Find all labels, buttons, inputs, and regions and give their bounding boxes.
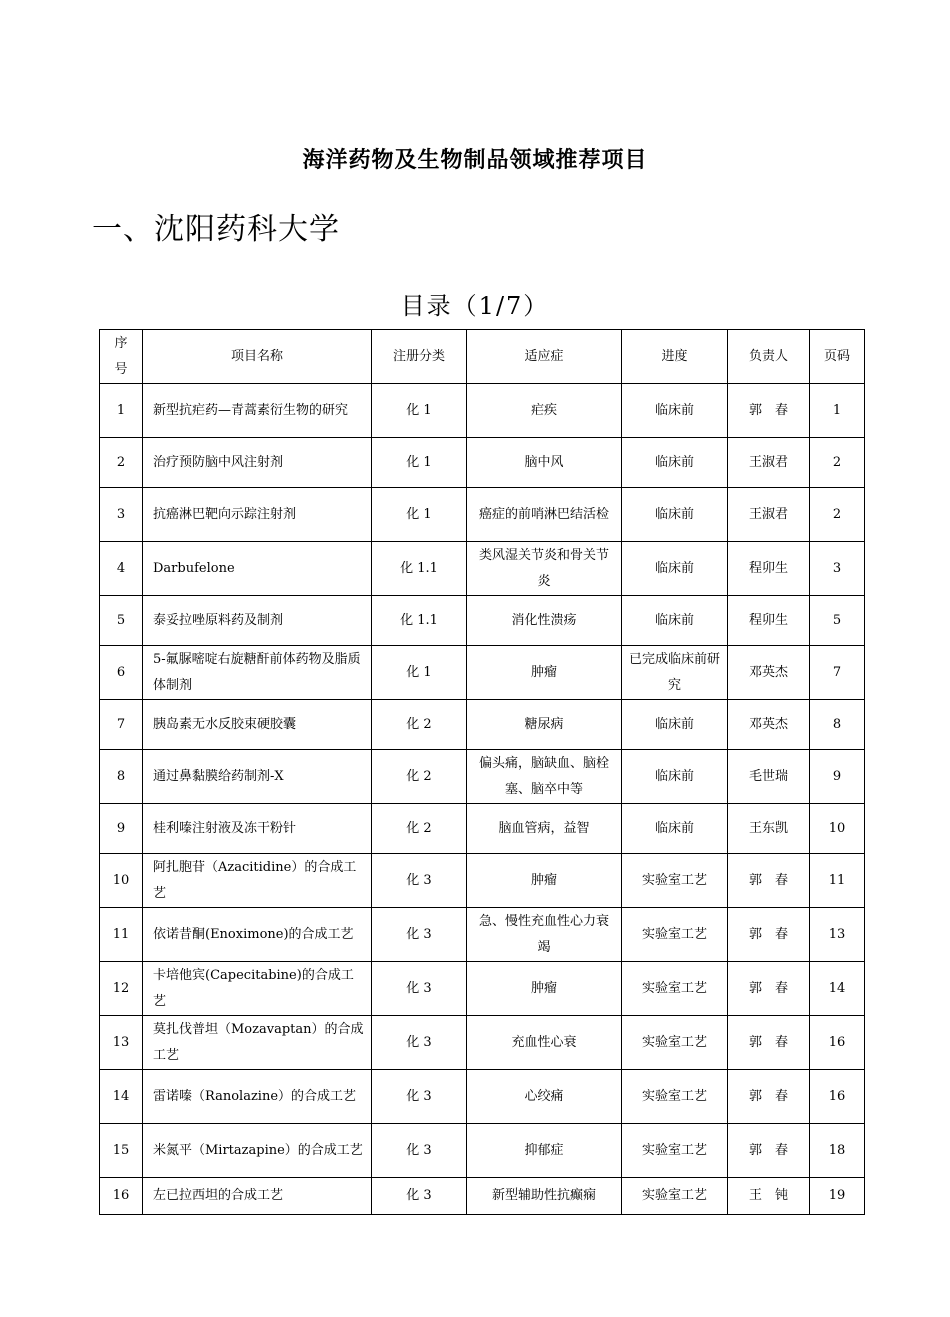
cell-progress: 已完成临床前研究 bbox=[622, 646, 728, 700]
cell-indication: 消化性溃疡 bbox=[467, 596, 622, 646]
cell-page: 10 bbox=[810, 804, 865, 854]
cell-owner: 邓英杰 bbox=[728, 700, 810, 750]
cell-indication: 癌症的前哨淋巴结活检 bbox=[467, 488, 622, 542]
table-row bbox=[100, 962, 865, 1016]
cell-seq: 10 bbox=[100, 854, 143, 908]
cell-indication: 疟疾 bbox=[467, 384, 622, 438]
project-table bbox=[99, 329, 865, 1215]
cell-category: 化 1 bbox=[372, 488, 467, 542]
header-indication: 适应症 bbox=[467, 330, 622, 384]
cell-progress: 实验室工艺 bbox=[622, 854, 728, 908]
cell-owner: 王 钝 bbox=[728, 1178, 810, 1215]
cell-indication: 急、慢性充血性心力衰竭 bbox=[467, 908, 622, 962]
cell-indication: 偏头痛，脑缺血、脑栓塞、脑卒中等 bbox=[467, 750, 622, 804]
cell-progress: 临床前 bbox=[622, 488, 728, 542]
cell-progress: 临床前 bbox=[622, 438, 728, 488]
table-row bbox=[100, 1178, 865, 1215]
cell-seq: 3 bbox=[100, 488, 143, 542]
document-title: 海洋药物及生物制品领域推荐项目 bbox=[302, 148, 648, 173]
cell-name: 卡培他宾(Capecitabine)的合成工艺 bbox=[143, 962, 372, 1016]
cell-owner: 邓英杰 bbox=[728, 646, 810, 700]
cell-name: 5-氟脲嘧啶右旋糖酐前体药物及脂质体制剂 bbox=[143, 646, 372, 700]
cell-page: 19 bbox=[810, 1178, 865, 1215]
table-header-row bbox=[100, 330, 865, 384]
cell-page: 1 bbox=[810, 384, 865, 438]
cell-owner: 毛世瑞 bbox=[728, 750, 810, 804]
table-row bbox=[100, 1070, 865, 1124]
cell-indication: 脑血管病，益智 bbox=[467, 804, 622, 854]
cell-page: 16 bbox=[810, 1070, 865, 1124]
cell-page: 8 bbox=[810, 700, 865, 750]
cell-category: 化 3 bbox=[372, 1070, 467, 1124]
table-row bbox=[100, 804, 865, 854]
cell-seq: 15 bbox=[100, 1124, 143, 1178]
cell-indication: 肿瘤 bbox=[467, 854, 622, 908]
cell-seq: 5 bbox=[100, 596, 143, 646]
table-row bbox=[100, 700, 865, 750]
cell-owner: 程卯生 bbox=[728, 596, 810, 646]
cell-indication: 心绞痛 bbox=[467, 1070, 622, 1124]
cell-indication: 脑中风 bbox=[467, 438, 622, 488]
cell-progress: 实验室工艺 bbox=[622, 1124, 728, 1178]
cell-owner: 程卯生 bbox=[728, 542, 810, 596]
table-row bbox=[100, 750, 865, 804]
cell-name: 治疗预防脑中风注射剂 bbox=[143, 438, 372, 488]
cell-category: 化 3 bbox=[372, 854, 467, 908]
cell-page: 11 bbox=[810, 854, 865, 908]
cell-name: 米氮平（Mirtazapine）的合成工艺 bbox=[143, 1124, 372, 1178]
cell-seq: 8 bbox=[100, 750, 143, 804]
cell-seq: 1 bbox=[100, 384, 143, 438]
cell-name: 通过鼻黏膜给药制剂-X bbox=[143, 750, 372, 804]
cell-progress: 临床前 bbox=[622, 596, 728, 646]
cell-indication: 糖尿病 bbox=[467, 700, 622, 750]
cell-seq: 7 bbox=[100, 700, 143, 750]
cell-progress: 实验室工艺 bbox=[622, 1070, 728, 1124]
cell-name: 莫扎伐普坦（Mozavaptan）的合成工艺 bbox=[143, 1016, 372, 1070]
table-row bbox=[100, 646, 865, 700]
cell-name: 阿扎胞苷（Azacitidine）的合成工艺 bbox=[143, 854, 372, 908]
cell-page: 2 bbox=[810, 488, 865, 542]
cell-progress: 实验室工艺 bbox=[622, 962, 728, 1016]
cell-page: 16 bbox=[810, 1016, 865, 1070]
cell-owner: 郭 春 bbox=[728, 1124, 810, 1178]
cell-seq: 14 bbox=[100, 1070, 143, 1124]
cell-category: 化 2 bbox=[372, 750, 467, 804]
table-row bbox=[100, 438, 865, 488]
cell-indication: 抑郁症 bbox=[467, 1124, 622, 1178]
cell-page: 3 bbox=[810, 542, 865, 596]
cell-category: 化 1 bbox=[372, 646, 467, 700]
cell-category: 化 2 bbox=[372, 804, 467, 854]
cell-category: 化 3 bbox=[372, 1178, 467, 1215]
cell-name: 胰岛素无水反胶束硬胶囊 bbox=[143, 700, 372, 750]
table-row bbox=[100, 542, 865, 596]
cell-page: 9 bbox=[810, 750, 865, 804]
cell-name: 桂利嗪注射液及冻干粉针 bbox=[143, 804, 372, 854]
cell-seq: 2 bbox=[100, 438, 143, 488]
cell-progress: 临床前 bbox=[622, 700, 728, 750]
cell-owner: 郭 春 bbox=[728, 1016, 810, 1070]
cell-name: 依诺昔酮(Enoximone)的合成工艺 bbox=[143, 908, 372, 962]
cell-name: 雷诺嗪（Ranolazine）的合成工艺 bbox=[143, 1070, 372, 1124]
cell-indication: 新型辅助性抗癫痫 bbox=[467, 1178, 622, 1215]
header-category: 注册分类 bbox=[372, 330, 467, 384]
table-row bbox=[100, 596, 865, 646]
cell-indication: 肿瘤 bbox=[467, 646, 622, 700]
cell-progress: 实验室工艺 bbox=[622, 1178, 728, 1215]
header-progress: 进度 bbox=[622, 330, 728, 384]
cell-progress: 临床前 bbox=[622, 384, 728, 438]
cell-page: 5 bbox=[810, 596, 865, 646]
cell-category: 化 2 bbox=[372, 700, 467, 750]
cell-name: 左已拉西坦的合成工艺 bbox=[143, 1178, 372, 1215]
cell-progress: 临床前 bbox=[622, 804, 728, 854]
cell-owner: 郭 春 bbox=[728, 854, 810, 908]
cell-owner: 郭 春 bbox=[728, 908, 810, 962]
table-row bbox=[100, 488, 865, 542]
cell-progress: 实验室工艺 bbox=[622, 908, 728, 962]
cell-progress: 临床前 bbox=[622, 542, 728, 596]
cell-seq: 13 bbox=[100, 1016, 143, 1070]
cell-indication: 充血性心衰 bbox=[467, 1016, 622, 1070]
header-seq-line2: 号 bbox=[114, 361, 128, 377]
cell-category: 化 3 bbox=[372, 1016, 467, 1070]
table-body bbox=[100, 384, 865, 1215]
cell-name: 泰妥拉唑原料药及制剂 bbox=[143, 596, 372, 646]
cell-seq: 6 bbox=[100, 646, 143, 700]
cell-category: 化 3 bbox=[372, 1124, 467, 1178]
cell-page: 7 bbox=[810, 646, 865, 700]
cell-progress: 临床前 bbox=[622, 750, 728, 804]
table-row bbox=[100, 854, 865, 908]
cell-page: 14 bbox=[810, 962, 865, 1016]
cell-category: 化 3 bbox=[372, 962, 467, 1016]
cell-name: 新型抗疟药—青蒿素衍生物的研究 bbox=[143, 384, 372, 438]
header-page: 页码 bbox=[810, 330, 865, 384]
table-row bbox=[100, 384, 865, 438]
cell-indication: 类风湿关节炎和骨关节炎 bbox=[467, 542, 622, 596]
cell-page: 2 bbox=[810, 438, 865, 488]
cell-category: 化 1.1 bbox=[372, 542, 467, 596]
cell-owner: 王淑君 bbox=[728, 438, 810, 488]
cell-seq: 4 bbox=[100, 542, 143, 596]
header-seq bbox=[100, 330, 143, 384]
cell-seq: 16 bbox=[100, 1178, 143, 1215]
cell-category: 化 1.1 bbox=[372, 596, 467, 646]
cell-name: 抗癌淋巴靶向示踪注射剂 bbox=[143, 488, 372, 542]
section-title: 一、沈阳药科大学 bbox=[92, 212, 340, 247]
cell-category: 化 3 bbox=[372, 908, 467, 962]
cell-page: 13 bbox=[810, 908, 865, 962]
cell-indication: 肿瘤 bbox=[467, 962, 622, 1016]
cell-page: 18 bbox=[810, 1124, 865, 1178]
cell-owner: 郭 春 bbox=[728, 1070, 810, 1124]
cell-owner: 王东凯 bbox=[728, 804, 810, 854]
cell-seq: 9 bbox=[100, 804, 143, 854]
cell-owner: 郭 春 bbox=[728, 384, 810, 438]
header-owner: 负责人 bbox=[728, 330, 810, 384]
cell-seq: 12 bbox=[100, 962, 143, 1016]
header-name: 项目名称 bbox=[143, 330, 372, 384]
toc-title: 目录（1/7） bbox=[400, 292, 550, 320]
table-row bbox=[100, 908, 865, 962]
cell-seq: 11 bbox=[100, 908, 143, 962]
cell-owner: 郭 春 bbox=[728, 962, 810, 1016]
cell-name: Darbufelone bbox=[143, 542, 372, 596]
table-row bbox=[100, 1124, 865, 1178]
header-seq-line1: 序 bbox=[114, 335, 128, 351]
table-row bbox=[100, 1016, 865, 1070]
cell-category: 化 1 bbox=[372, 438, 467, 488]
cell-progress: 实验室工艺 bbox=[622, 1016, 728, 1070]
cell-category: 化 1 bbox=[372, 384, 467, 438]
cell-owner: 王淑君 bbox=[728, 488, 810, 542]
